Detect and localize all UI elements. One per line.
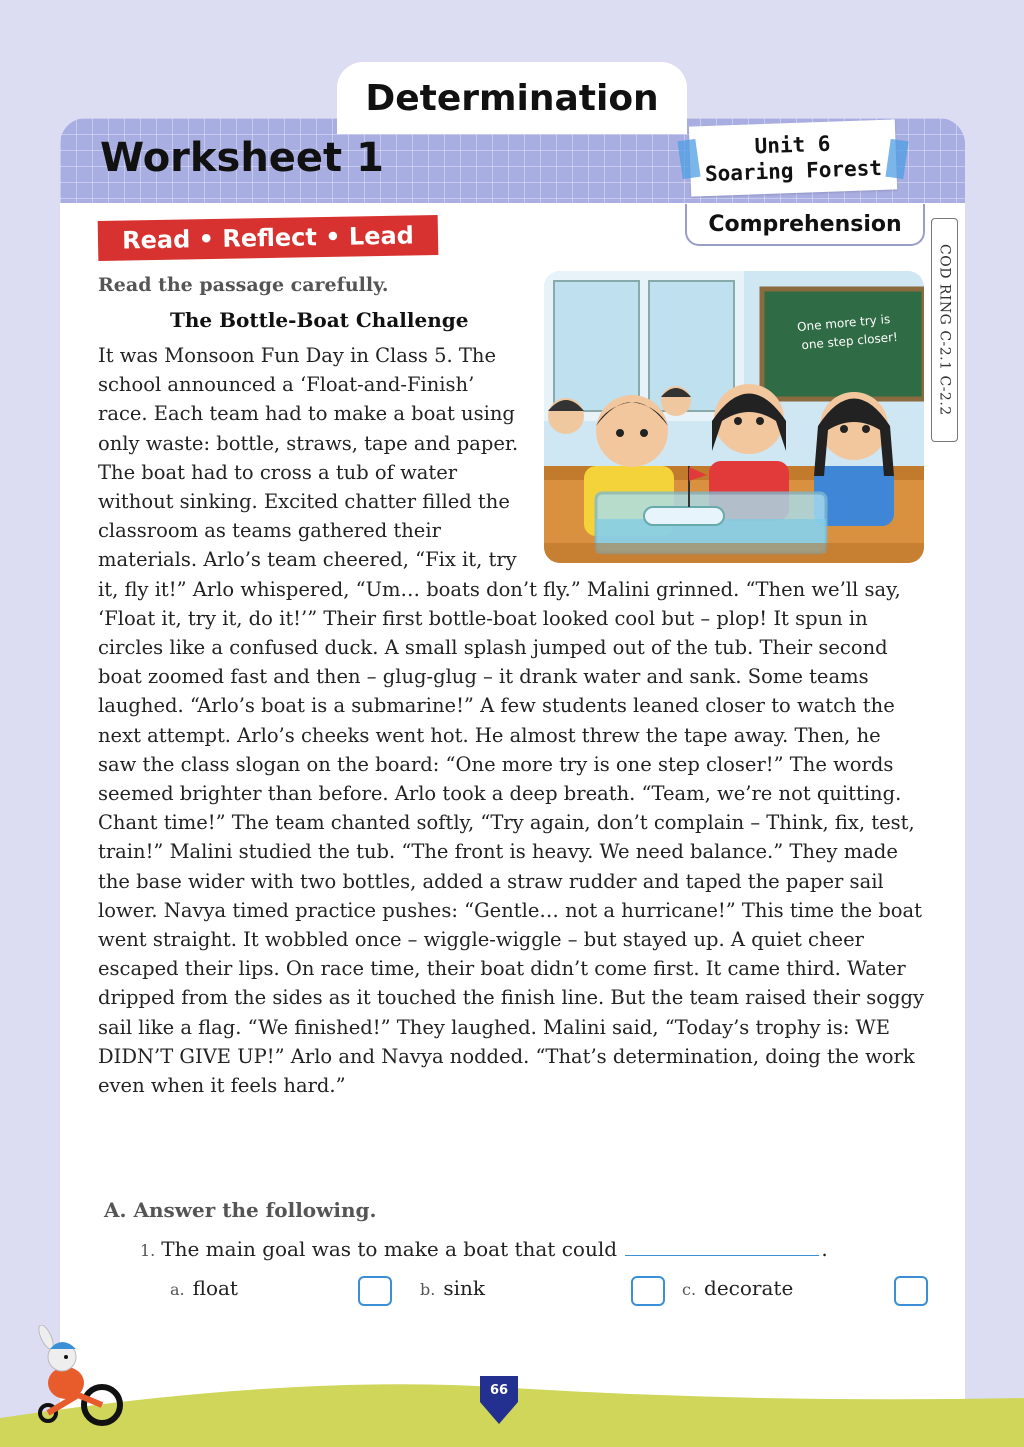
story-title: The Bottle-Boat Challenge xyxy=(170,308,469,332)
unit-number: Unit 6 xyxy=(754,131,831,159)
section-a-heading: A. Answer the following. xyxy=(104,1198,377,1222)
section-tab: Comprehension xyxy=(685,204,925,246)
option-a-checkbox[interactable] xyxy=(358,1276,392,1306)
question-text: The main goal was to make a boat that could xyxy=(161,1237,618,1261)
instruction: Read the passage carefully. xyxy=(98,274,389,296)
unit-name: Soaring Forest xyxy=(704,155,883,187)
option-b-checkbox[interactable] xyxy=(631,1276,665,1306)
question-end: . xyxy=(821,1237,828,1261)
classroom-illustration xyxy=(544,271,924,563)
svg-text:One more try is: One more try is xyxy=(796,311,891,335)
bunny-bike-mascot-icon xyxy=(18,1325,128,1430)
passage-text: It was Monsoon Fun Day in Class 5. The school announced a ‘Float-and-Finish’ race. Each team had to make a boat using only waste: bottle, straws, tape and paper. The boat had to cross a tub of water without sinking. Excited chatter filled the classroom as teams gathered their materials. Arlo’s team cheered, “Fix it, try it, fly it!” Arlo whispered, “Um… boats don’t fly.” Malini grinned. “Then we’ll say, ‘Float it, try it, do it!’” Their first bottle-boat looked cool but – plop! It spun in circles like a confused duck. A small splash jumped out of the tub. Their second boat zoomed fast and then – glug-glug – it drank water and sank. Some teams laughed. “Arlo’s boat is a submarine!” A few students leaned closer to watch the next attempt. Arlo’s cheeks went hot. He almost threw the tape away. Then, he saw the class slogan on the board: “One more try is one step closer!” The words seemed brighter than before. Arlo took a deep breath. “Team, we’re not quitting. Chant time!” The team chanted softly, “Try again, don’t complain – Think, fix, test, train!” Malini studied the tub. “The front is heavy. We need balance.” They made the base wider with two bottles, added a straw rudder and taped the paper sail lower. Navya timed practice pushes: “Gentle… not a hurricane!” This time the boat went straight. It wobbled once – wiggle-wiggle – but stayed up. A quiet cheer escaped their lips. On race time, their boat didn’t come first. It came third. Water dripped from the sides as it touched the finish line. But the team raised their soggy sail like a flag. “We finished!” They laughed. Malini said, “Today’s trophy is: WE DIDN’T GIVE UP!” Arlo and Navya nodded. “That’s determination, doing the work even when it feels hard.” xyxy=(98,344,924,1098)
answer-blank[interactable] xyxy=(625,1255,819,1256)
curriculum-codes: COD RING C-2.1 C-2.2 xyxy=(931,218,958,442)
option-b: b. sink xyxy=(420,1276,485,1300)
unit-tag xyxy=(689,119,897,196)
question-1 xyxy=(140,1237,828,1261)
page-number: 66 xyxy=(489,1382,509,1398)
worksheet-title: Worksheet 1 xyxy=(100,135,384,181)
read-reflect-lead-banner: Read • Reflect • Lead xyxy=(98,215,439,261)
option-c-checkbox[interactable] xyxy=(894,1276,928,1306)
svg-text:one step closer!: one step closer! xyxy=(800,329,899,353)
theme-title: Determination xyxy=(337,62,687,134)
question-number: 1. xyxy=(140,1241,156,1260)
option-c: c. decorate xyxy=(682,1276,794,1300)
option-a: a. float xyxy=(170,1276,238,1300)
